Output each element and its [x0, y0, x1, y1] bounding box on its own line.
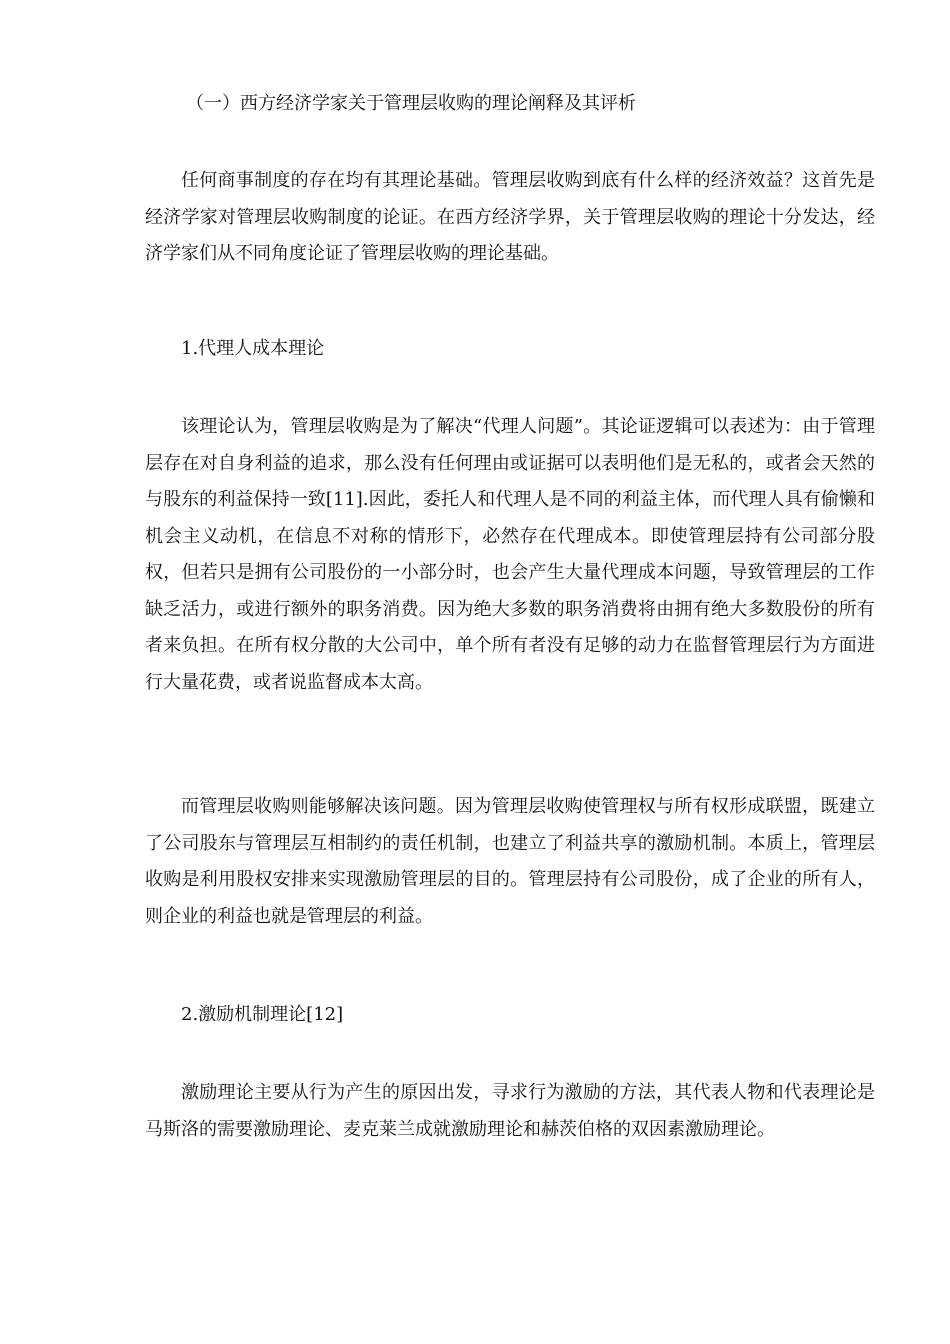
subsection-1-paragraph-2: 而管理层收购则能够解决该问题。因为管理层收购使管理权与所有权形成联盟，既建立了公司股东与管理层互相制约的责任机制，也建立了利益共享的激励机制。本质上，管理层收购是利用股权安排来实现激励管理层的目的。管理层持有公司股份，成了企业的所有人，则企业的利益也就是管理层的利益。 — [145, 796, 875, 927]
intro-paragraph: 任何商事制度的存在均有其理论基础。管理层收购到底有什么样的经济效益？这首先是经济学家对管理层收购制度的论证。在西方经济学界，关于管理层收购的理论十分发达，经济学家们从不同角度论证了管理层收购的理论基础。 — [145, 170, 875, 264]
section-title: （一）西方经济学家关于管理层收购的理论阐释及其评析 — [186, 93, 636, 114]
subsection-1-title: 1.代理人成本理论 — [181, 338, 325, 359]
subsection-2-title: 2.激励机制理论[12] — [181, 1004, 344, 1025]
subsection-1-paragraph-1: 该理论认为，管理层收购是为了解决“代理人问题”。其论证逻辑可以表述为：由于管理层存在对自身利益的追求，那么没有任何理由或证据可以表明他们是无私的，或者会天然的与股东的利益保持一致[11].因此，委托人和代理人是不同的利益主体，而代理人具有偷懒和机会主义动机，在信息不对称的情形下，必然存在代理成本。即使管理层持有公司部分股权，但若只是拥有公司股份的一小部分时，也会产生大量代理成本问题，导致管理层的工作缺乏活力，或进行额外的职务消费。因为绝大多数的职务消费将由拥有绝大多数股份的所有者来负担。在所有权分散的大公司中，单个所有者没有足够的动力在监督管理层行为方面进行大量花费，或者说监督成本太高。 — [145, 416, 875, 693]
subsection-2-paragraph-1: 激励理论主要从行为产生的原因出发，寻求行为激励的方法，其代表人物和代表理论是马斯洛的需要激励理论、麦克莱兰成就激励理论和赫茨伯格的双因素激励理论。 — [145, 1082, 875, 1140]
